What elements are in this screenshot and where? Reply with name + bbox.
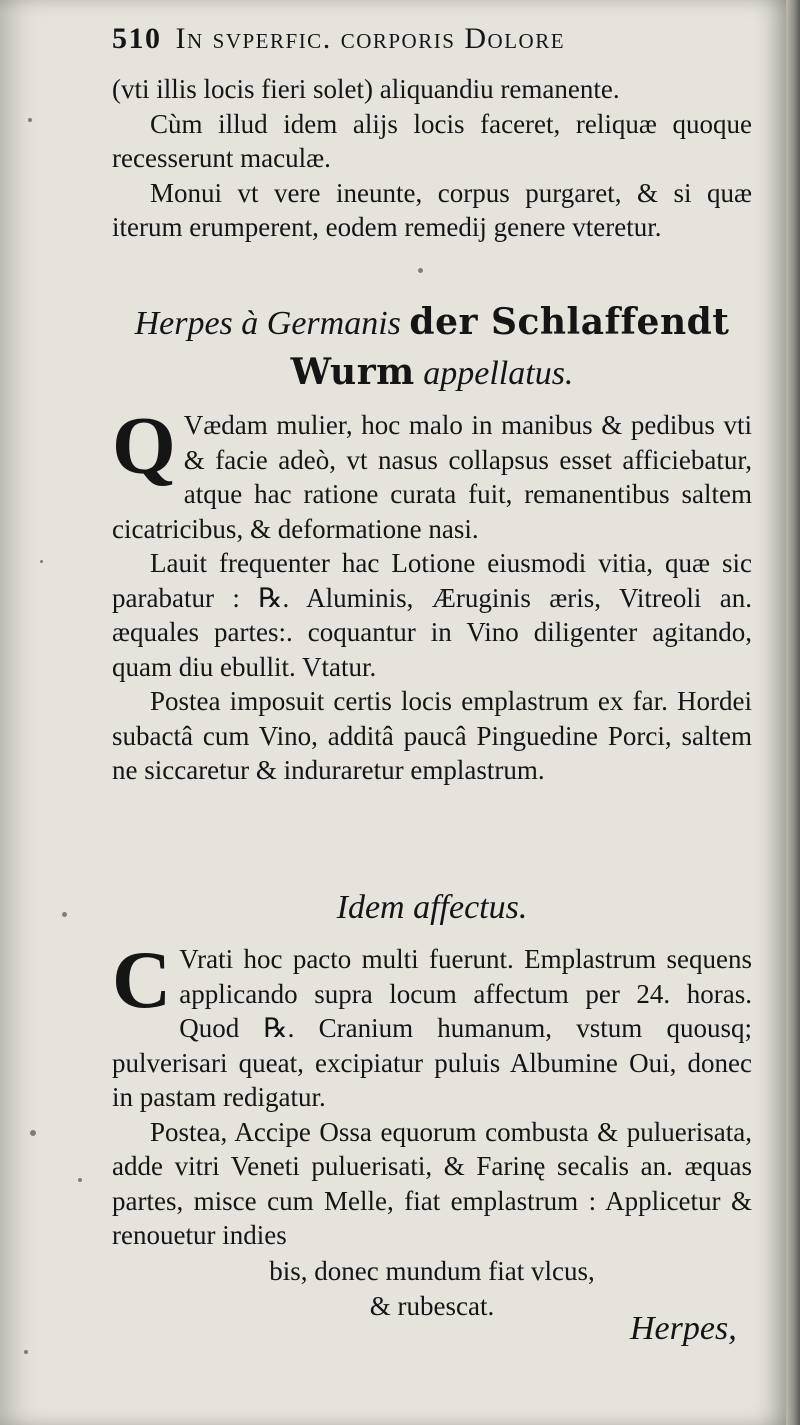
heading-blackletter: der Schlaffendt <box>409 301 730 343</box>
page-number: 510 <box>112 22 162 55</box>
page-speck <box>78 1178 82 1182</box>
section-1 <box>112 400 752 788</box>
closing-line: & rubescat. <box>369 1290 495 1321</box>
page-speck <box>62 912 67 917</box>
drop-cap: C <box>112 934 172 1025</box>
page-edge <box>786 0 800 1425</box>
running-head <box>112 22 762 56</box>
section-heading-2 <box>112 884 752 932</box>
page-speck <box>40 560 43 563</box>
running-title: In svperfic. corporis Dolore <box>175 22 566 55</box>
page-speck <box>28 118 32 122</box>
paragraph: Cùm illud idem alijs locis faceret, reliquæ quoque recesserunt maculæ. <box>112 108 752 173</box>
paragraph: (vti illis locis fieri solet) aliquandiu remanente. <box>112 74 620 104</box>
section-2 <box>112 934 752 1253</box>
section-heading-1 <box>112 298 752 398</box>
opening-text <box>112 72 752 245</box>
heading-italic: Idem affectus. <box>336 889 528 926</box>
paragraph: Monui vt vere ineunte, corpus purgaret, & si quæ iterum erumperent, eodem remedij genere vteretur. <box>112 177 752 242</box>
drop-cap: Q <box>112 400 176 491</box>
heading-blackletter: Wurm <box>290 351 415 393</box>
paragraph: Lauit frequenter hac Lotione eiusmodi vitia, quæ sic parabatur : ℞. Aluminis, Æruginis æris, Vitreoli an. æquales partes:. coquantur in Vino diligenter agitando, quam diu ebullit. Vtatur. <box>112 548 752 682</box>
page-speck <box>30 1130 36 1136</box>
heading-italic: Herpes à Germanis <box>134 305 401 342</box>
catchword: Herpes, <box>630 1310 737 1347</box>
paragraph: Vrati hoc pacto multi fuerunt. Emplastrum sequens applicando supra locum affectum per 24. horas. Quod ℞. Cranium humanum, vstum quousq; pulverisari queat, excipiatur puluis Albumine Oui, donec in pastam redigatur. <box>112 944 752 1112</box>
paragraph: Postea imposuit certis locis emplastrum ex far. Hordei subactâ cum Vino, additâ paucâ Pinguedine Porci, saltem ne siccaretur & induraretur emplastrum. <box>112 686 752 785</box>
closing-line: bis, donec mundum fiat vlcus, <box>269 1256 595 1286</box>
heading-italic: appellatus. <box>423 355 574 392</box>
page-speck <box>24 1350 28 1354</box>
paragraph: Vædam mulier, hoc malo in manibus & pedibus vti & facie adeò, vt nasus collapsus esset afficiebatur, atque hac ratione curata fuit, remanentibus saltem cicatricibus, & deformatione nasi. <box>112 410 752 544</box>
page-speck <box>418 268 423 273</box>
paragraph: Postea, Accipe Ossa equorum combusta & puluerisata, adde vitri Veneti puluerisati, & Farinę secalis an. æquas partes, misce cum Melle, fiat emplastrum : Applicetur & renouetur indies <box>112 1116 752 1250</box>
